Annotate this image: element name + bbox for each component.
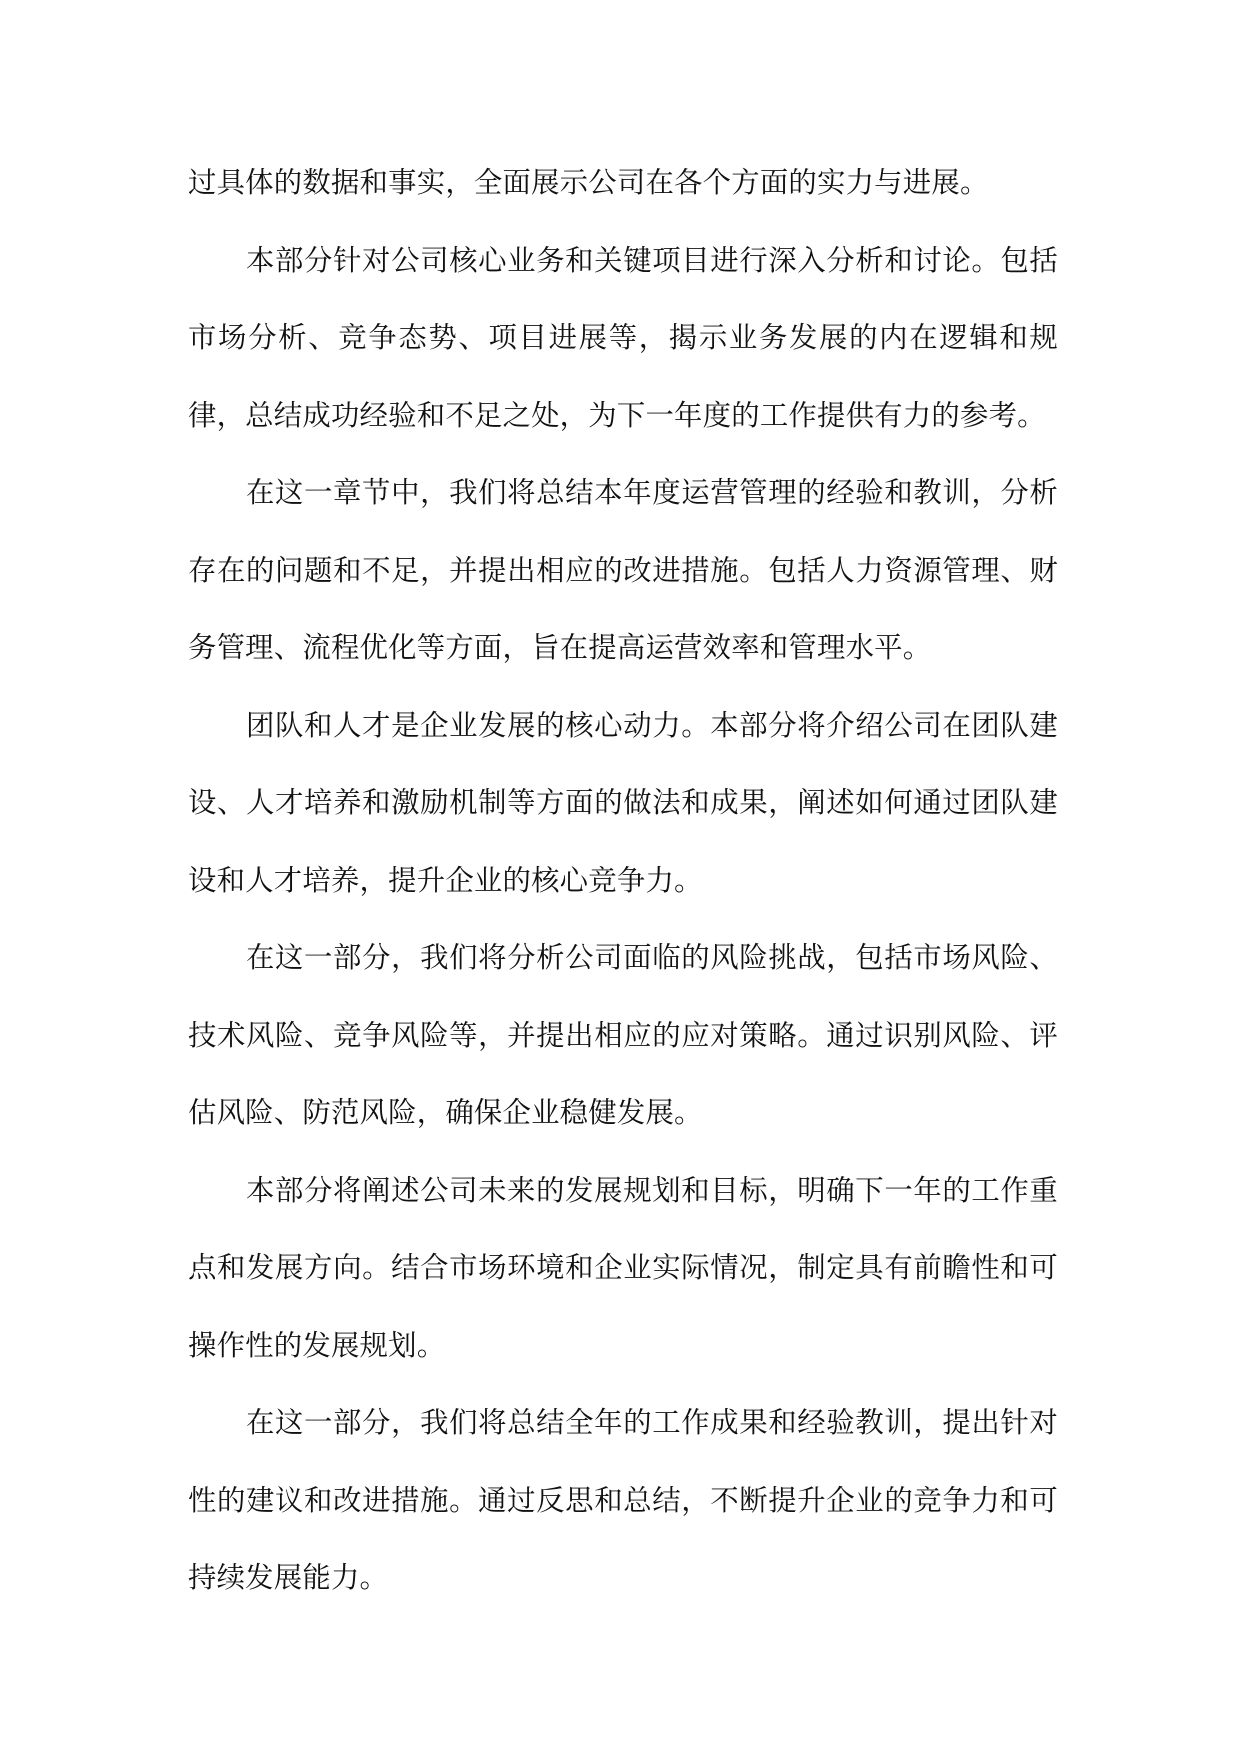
- paragraph-annual-summary: 在这一部分，我们将总结全年的工作成果和经验教训，提出针对性的建议和改进措施。通过反思和总结，不断提升企业的竞争力和可持续发展能力。: [188, 1406, 1058, 1594]
- paragraph-continued: 过具体的数据和事实，全面展示公司在各个方面的实力与进展。: [188, 166, 989, 199]
- paragraph-risk-challenges: 在这一部分，我们将分析公司面临的风险挑战，包括市场风险、技术风险、竞争风险等，并提出相应的应对策略。通过识别风险、评估风险、防范风险，确保企业稳健发展。: [188, 941, 1058, 1129]
- paragraph-future-planning: 本部分将阐述公司未来的发展规划和目标，明确下一年的工作重点和发展方向。结合市场环境和企业实际情况，制定具有前瞻性和可操作性的发展规划。: [188, 1173, 1058, 1362]
- paragraph-team-talent: 团队和人才是企业发展的核心动力。本部分将介绍公司在团队建设、人才培养和激励机制等方面的做法和成果，阐述如何通过团队建设和人才培养，提升企业的核心竞争力。: [188, 708, 1058, 897]
- document-body: [188, 144, 1058, 1617]
- paragraph-core-business: 本部分针对公司核心业务和关键项目进行深入分析和讨论。包括市场分析、竞争态势、项目进展等，揭示业务发展的内在逻辑和规律，总结成功经验和不足之处，为下一年度的工作提供有力的参考。: [188, 243, 1058, 432]
- paragraph-operations-management: 在这一章节中，我们将总结本年度运营管理的经验和教训，分析存在的问题和不足，并提出相应的改进措施。包括人力资源管理、财务管理、流程优化等方面，旨在提高运营效率和管理水平。: [188, 476, 1058, 664]
